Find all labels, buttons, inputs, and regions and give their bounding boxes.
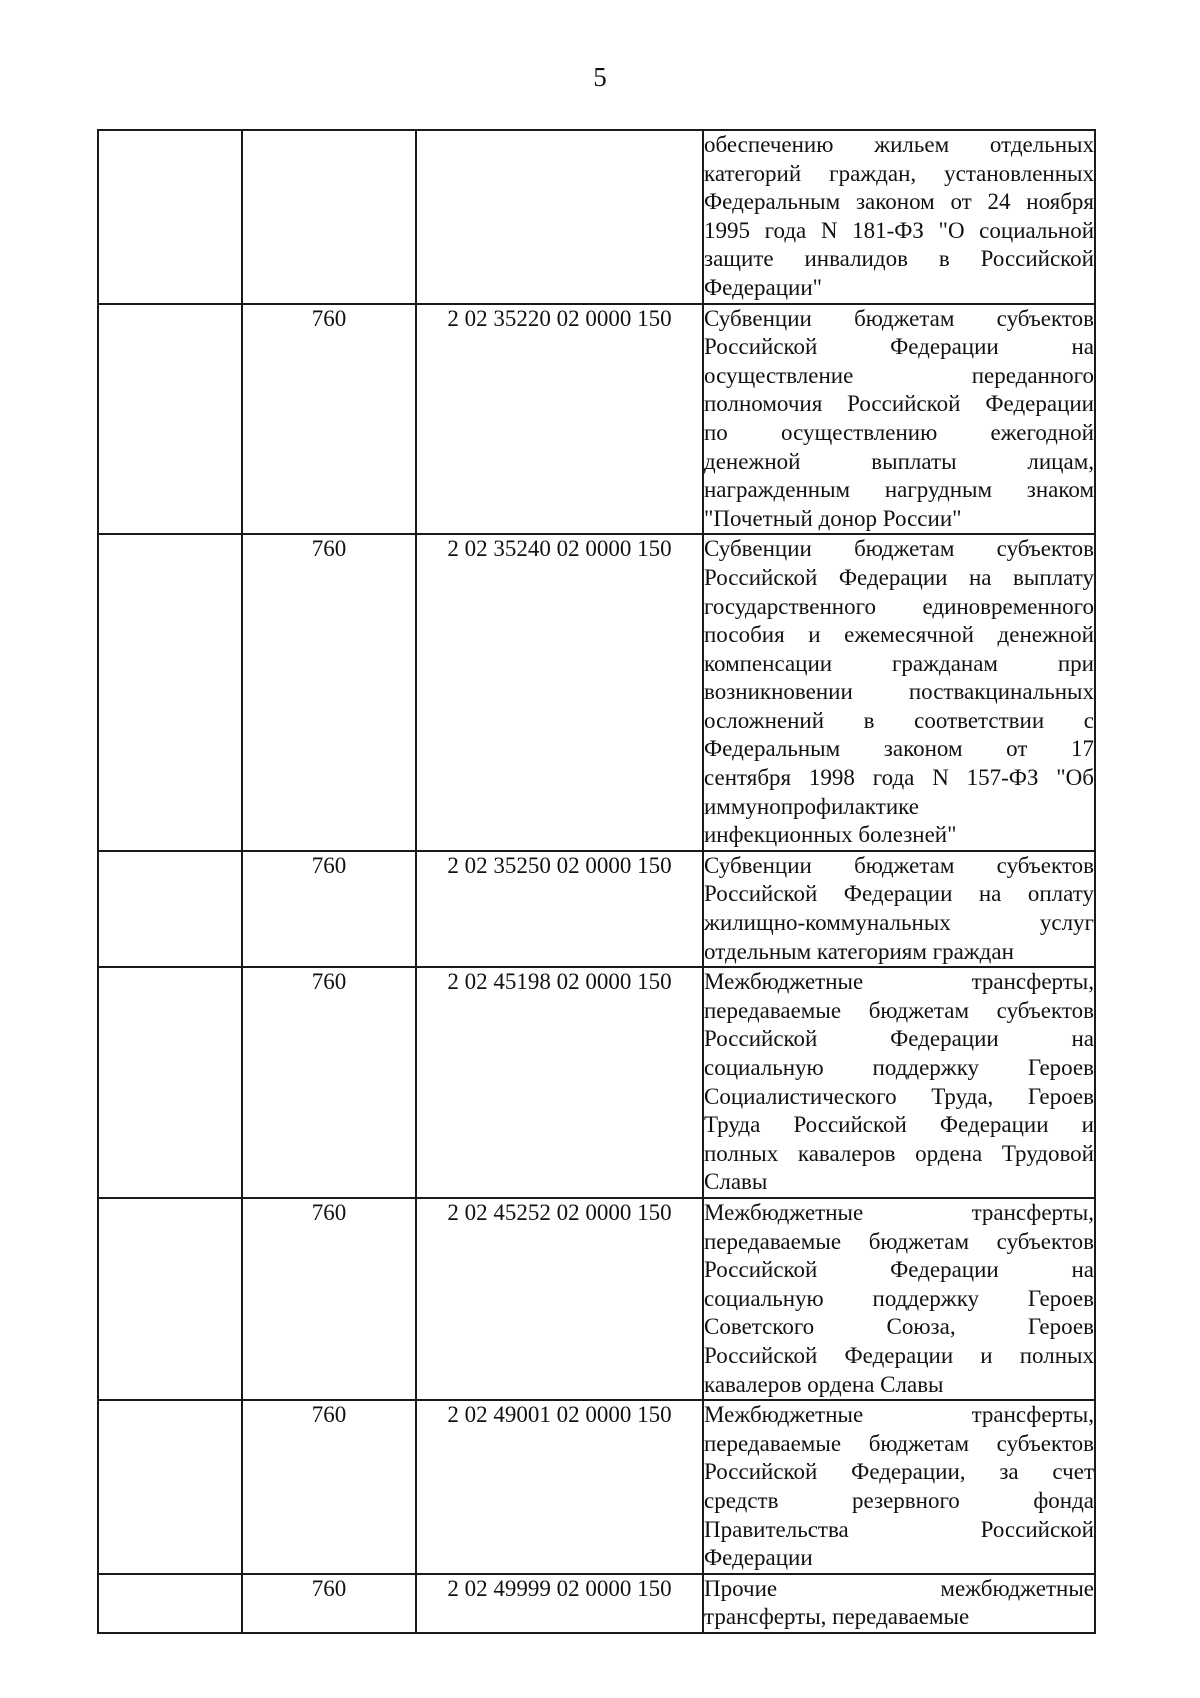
income-name-cell xyxy=(703,304,1095,535)
income-name-cell xyxy=(703,1198,1095,1400)
admin-code-cell: 760 xyxy=(242,304,416,535)
income-name-line: Российской Федерации и полных xyxy=(704,1342,1094,1368)
empty-column-cell xyxy=(98,304,242,535)
income-name-line: Межбюджетные трансферты, xyxy=(704,1402,1094,1428)
budget-code-cell: 2 02 35250 02 0000 150 xyxy=(416,851,703,967)
income-name-line: иммунопрофилактике xyxy=(704,793,919,819)
income-name-line: Федерации xyxy=(704,1545,813,1571)
income-name-line: осуществление переданного xyxy=(704,362,1094,388)
admin-code-cell: 760 xyxy=(242,534,416,851)
income-name-cell xyxy=(703,1574,1095,1633)
income-name-line: полномочия Российской Федерации xyxy=(704,391,1094,417)
income-name-cell xyxy=(703,1400,1095,1574)
empty-column-cell xyxy=(98,1198,242,1400)
income-name-line: Российской Федерации на xyxy=(704,1026,1094,1052)
budget-code-cell: 2 02 45252 02 0000 150 xyxy=(416,1198,703,1400)
income-name-line: Славы xyxy=(704,1169,768,1195)
income-name-cell xyxy=(703,967,1095,1198)
budget-code-cell: 2 02 35220 02 0000 150 xyxy=(416,304,703,535)
admin-code-cell: 760 xyxy=(242,851,416,967)
empty-column-cell xyxy=(98,1574,242,1633)
income-name-line: награжденным нагрудным знаком xyxy=(704,477,1094,503)
income-name-line: сентября 1998 года N 157-ФЗ "Об xyxy=(704,765,1094,791)
admin-code-cell: 760 xyxy=(242,1198,416,1400)
income-name-line: Межбюджетные трансферты, xyxy=(704,969,1094,995)
income-name-line: Российской Федерации на оплату xyxy=(704,881,1094,907)
income-name-line: Прочие межбюджетные xyxy=(704,1575,1094,1601)
empty-column-cell xyxy=(98,967,242,1198)
income-name-line: Российской Федерации на xyxy=(704,1257,1094,1283)
budget-code-cell: 2 02 49001 02 0000 150 xyxy=(416,1400,703,1574)
income-name-line: Российской Федерации на xyxy=(704,334,1094,360)
income-name-line: защите инвалидов в Российской xyxy=(704,246,1094,272)
income-name-line: передаваемые бюджетам субъектов xyxy=(704,1228,1094,1254)
budget-code-cell: 2 02 49999 02 0000 150 xyxy=(416,1574,703,1633)
income-name-line: категорий граждан, установленных xyxy=(704,160,1094,186)
table-row xyxy=(98,130,1095,304)
empty-column-cell xyxy=(98,130,242,304)
table-row xyxy=(98,851,1095,967)
income-name-line: по осуществлению ежегодной xyxy=(704,419,1094,445)
table-row xyxy=(98,1400,1095,1574)
income-name-line: осложнений в соответствии с xyxy=(704,707,1094,733)
income-name-line: "Почетный донор России" xyxy=(704,505,962,531)
income-name-line: пособия и ежемесячной денежной xyxy=(704,622,1094,648)
income-name-line: кавалеров ордена Славы xyxy=(704,1371,944,1397)
income-name-line: Федерации" xyxy=(704,274,823,300)
income-name-line: Федеральным законом от 24 ноября xyxy=(704,189,1094,215)
table-row xyxy=(98,304,1095,535)
income-name-line: передаваемые бюджетам субъектов xyxy=(704,1430,1094,1456)
budget-code-cell: 2 02 35240 02 0000 150 xyxy=(416,534,703,851)
income-name-line: Правительства Российской xyxy=(704,1516,1094,1542)
budget-codes-table xyxy=(97,129,1096,1634)
empty-column-cell xyxy=(98,851,242,967)
income-name-cell xyxy=(703,851,1095,967)
table-row xyxy=(98,1198,1095,1400)
income-name-line: средств резервного фонда xyxy=(704,1487,1094,1513)
income-name-line: обеспечению жильем отдельных xyxy=(704,132,1094,157)
admin-code-cell: 760 xyxy=(242,967,416,1198)
table-row xyxy=(98,1574,1095,1633)
budget-code-cell xyxy=(416,130,703,304)
income-name-line: Труда Российской Федерации и xyxy=(704,1112,1094,1138)
income-name-line: Социалистического Труда, Героев xyxy=(704,1083,1094,1109)
income-name-line: Субвенции бюджетам субъектов xyxy=(704,852,1094,878)
admin-code-cell xyxy=(242,130,416,304)
income-name-line: Российской Федерации, за счет xyxy=(704,1459,1094,1485)
income-name-line: жилищно-коммунальных услуг xyxy=(704,910,1094,936)
income-name-line: денежной выплаты лицам, xyxy=(704,448,1094,474)
income-name-line: Межбюджетные трансферты, xyxy=(704,1199,1094,1225)
income-name-line: трансферты, передаваемые xyxy=(704,1604,970,1630)
income-name-line: возникновении поствакцинальных xyxy=(704,679,1094,705)
income-name-line: Федеральным законом от 17 xyxy=(704,736,1094,762)
empty-column-cell xyxy=(98,534,242,851)
income-name-line: Советского Союза, Героев xyxy=(704,1314,1094,1340)
income-name-line: Субвенции бюджетам субъектов xyxy=(704,305,1094,331)
income-name-line: Субвенции бюджетам субъектов xyxy=(704,536,1094,562)
admin-code-cell: 760 xyxy=(242,1574,416,1633)
table-body xyxy=(98,130,1095,1633)
income-name-line: компенсации гражданам при xyxy=(704,650,1094,676)
income-name-line: социальную поддержку Героев xyxy=(704,1285,1094,1311)
income-name-line: социальную поддержку Героев xyxy=(704,1055,1094,1080)
income-name-cell xyxy=(703,534,1095,851)
income-name-line: передаваемые бюджетам субъектов xyxy=(704,997,1094,1023)
page-number: 5 xyxy=(593,62,607,92)
table-row xyxy=(98,534,1095,851)
admin-code-cell: 760 xyxy=(242,1400,416,1574)
income-name-cell xyxy=(703,130,1095,304)
budget-code-cell: 2 02 45198 02 0000 150 xyxy=(416,967,703,1198)
income-name-line: государственного единовременного xyxy=(704,593,1094,619)
income-name-line: Российской Федерации на выплату xyxy=(704,564,1094,590)
income-name-line: инфекционных болезней" xyxy=(704,822,957,848)
income-name-line: 1995 года N 181-ФЗ "О социальной xyxy=(704,217,1094,243)
empty-column-cell xyxy=(98,1400,242,1574)
table-row xyxy=(98,967,1095,1198)
income-name-line: полных кавалеров ордена Трудовой xyxy=(704,1140,1094,1166)
income-name-line: отдельным категориям граждан xyxy=(704,938,1014,964)
